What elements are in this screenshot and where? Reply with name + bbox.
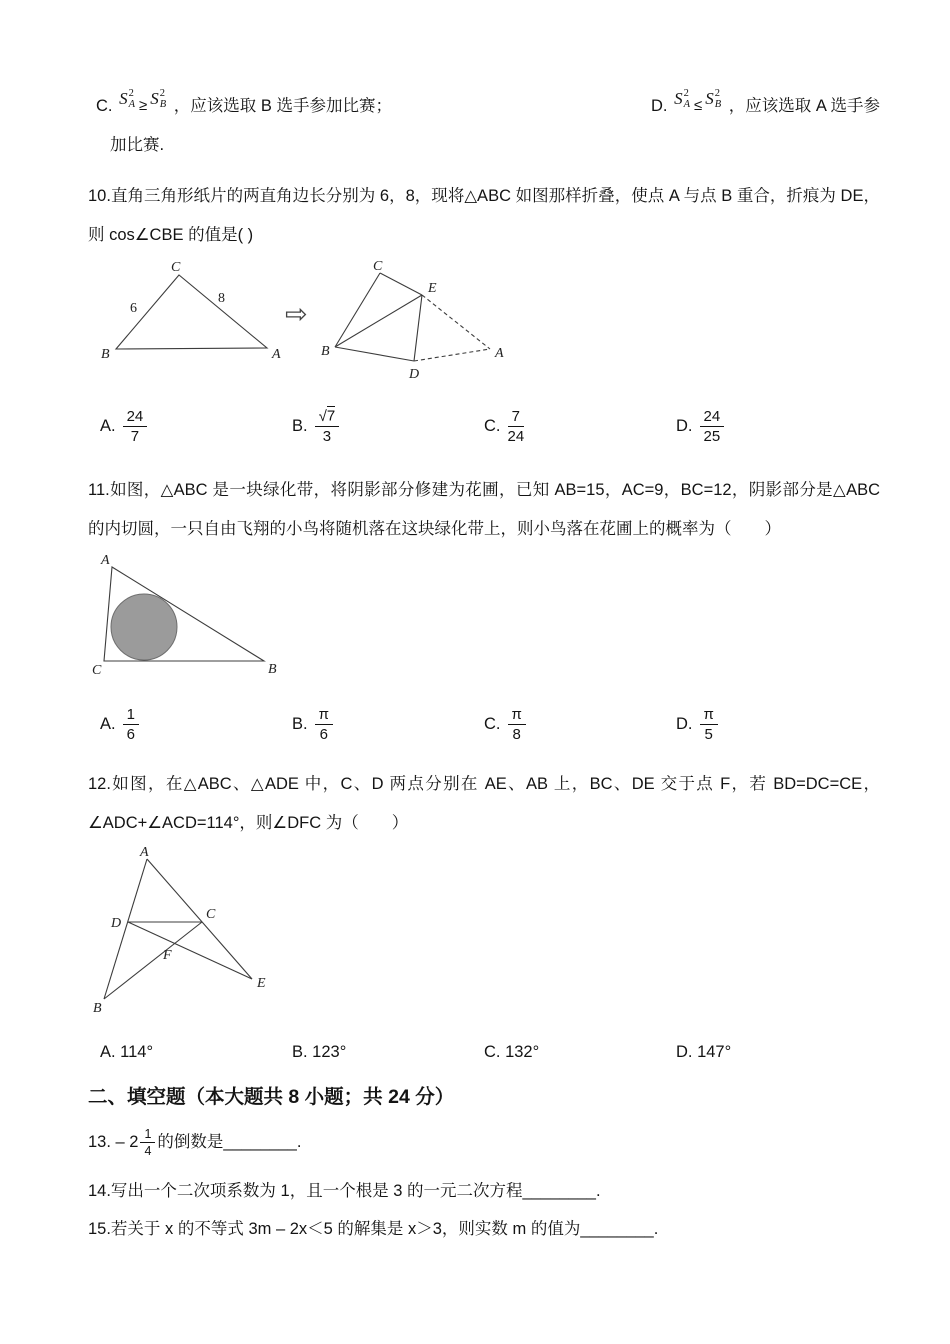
q10-figure (92, 259, 880, 392)
q12-option-d: D. 147° (676, 1042, 732, 1061)
vertex-label-E: E (257, 975, 266, 991)
variance-symbol: S (119, 89, 128, 108)
vertex-label-C: C (171, 259, 181, 275)
vertex-label-F: F (163, 947, 172, 963)
q9-option-c-label: C. (96, 97, 113, 115)
fraction: $\frac{1}{6}$ (123, 706, 139, 744)
variance-formula-d (674, 87, 722, 114)
q12-figure (92, 847, 880, 1027)
fraction: $\frac{\pi}{8}$ (508, 706, 526, 744)
le-operator: ≤ (693, 96, 703, 114)
left-triangle (116, 275, 267, 349)
q9-option-d-continuation: 加比赛. (110, 136, 165, 155)
supsub: 2 A (128, 87, 136, 110)
q12-option-a: A. 114° (100, 1042, 154, 1061)
side-length-8: 8 (218, 290, 225, 306)
intersecting-triangles-diagram (92, 847, 307, 1022)
radical-sign: √ (318, 407, 327, 425)
q13-suffix: 的倒数是________. (157, 1132, 302, 1151)
fraction: $\frac{\pi}{6}$ (315, 706, 333, 744)
q13-prefix: 13. – 2 (88, 1132, 139, 1151)
ge-operator: ≥ (139, 96, 148, 114)
q11-option-b (292, 706, 484, 744)
q10-option-a (100, 408, 292, 446)
supsub: 2 B (714, 87, 722, 110)
q11-options (100, 706, 880, 744)
edge-DE (128, 922, 252, 979)
q9-option-c-text: ，应该选取 B 选手参加比赛； (173, 97, 392, 115)
variance-symbol: S (705, 89, 714, 108)
edge-BD (335, 347, 414, 361)
fraction: $\frac{\pi}{5}$ (700, 706, 718, 744)
vertex-label-B: B (268, 661, 277, 677)
q9-option-d-text: ，应该选取 A 选手参 (728, 97, 880, 115)
vertex-label-C: C (206, 906, 216, 922)
variance-formula-c (119, 87, 167, 114)
q10-option-c (484, 408, 676, 446)
q12-options (100, 1043, 880, 1062)
q9-option-c (96, 87, 392, 117)
supsub: 2 B (159, 87, 167, 110)
q9-option-d (650, 87, 880, 117)
fraction: $\frac{24}{25}$ (700, 408, 725, 446)
incircle-triangle-diagram (92, 553, 302, 685)
vertex-label-D: D (111, 915, 122, 931)
q13-text (88, 1123, 880, 1162)
q11-figure (92, 553, 880, 690)
fraction: $\frac{7}{24}$ (507, 407, 525, 445)
dashed-EA (422, 295, 490, 349)
vertex-label-B: B (101, 346, 110, 362)
fold-triangles-diagram (92, 259, 522, 387)
q10-text: 10.直角三角形纸片的两直角边长分别为 6，8，现将△ABC 如图那样折叠，使点 A 与点 B 重合，折痕为 DE，则 cos∠CBE 的值是( ) (88, 187, 880, 244)
q11-option-d (676, 706, 868, 744)
variance-symbol: S (674, 89, 683, 108)
supsub: 2 A (683, 87, 690, 110)
section2-heading: 二、填空题（本大题共 8 小题；共 24 分） (88, 1085, 455, 1108)
vertex-label-A: A (140, 846, 149, 860)
vertex-label-B: B (93, 1000, 102, 1016)
vertex-label-D: D (409, 366, 420, 382)
variance-symbol: S (150, 89, 159, 108)
q12-option-c: C. 132° (484, 1042, 540, 1061)
q9-option-d-label: D. (650, 97, 668, 115)
option-label: C. (484, 416, 501, 435)
q11-option-c (484, 706, 676, 744)
vertex-label-C: C (373, 258, 383, 274)
vertex-label-B: B (321, 343, 330, 359)
vertex-label-A: A (272, 346, 281, 362)
edge-BE (335, 295, 422, 347)
option-label: A. (100, 714, 116, 733)
q10-options (100, 408, 880, 446)
q12-text: 12.如图，在△ABC、△ADE 中，C、D 两点分别在 AE、AB 上，BC、DE 交于点 F，若 BD=DC=CE，∠ADC+∠ACD=114°，则∠DFC 为（ ） (88, 775, 880, 832)
dashed-DA (414, 349, 490, 361)
option-label: B. (292, 714, 308, 733)
edge-BC (335, 273, 380, 347)
option-label: C. (484, 714, 501, 733)
q9-options-row (96, 87, 880, 117)
q10-option-b (292, 408, 484, 446)
option-label: D. (676, 714, 693, 733)
q14-text: 14.写出一个二次项系数为 1，且一个根是 3 的一元二次方程________. (88, 1181, 601, 1200)
q11-option-a (100, 706, 292, 744)
edge-CE (380, 273, 422, 295)
inscribed-circle (111, 594, 177, 660)
q12-option-b: B. 123° (292, 1042, 347, 1061)
edge-ED (414, 295, 422, 361)
option-label: B. (292, 416, 308, 435)
right-arrow-icon: ⇨ (285, 298, 308, 330)
side-length-6: 6 (130, 300, 137, 316)
q10-option-d (676, 408, 868, 446)
option-label: D. (676, 416, 693, 435)
vertex-label-E: E (428, 280, 437, 296)
q15-text: 15.若关于 x 的不等式 3m – 2x＜5 的解集是 x＞3，则实数 m 的值为________. (88, 1220, 659, 1239)
option-label: A. (100, 416, 116, 435)
mixed-fraction: $\frac{1}{4}$ (140, 1127, 155, 1159)
q11-text: 11.如图，△ABC 是一块绿化带，将阴影部分修建为花圃，已知 AB=15，AC=9，BC=12，阴影部分是△ABC 的内切圆，一只自由飞翔的小鸟将随机落在这块绿化带上，则小鸟落在花圃上的概率为（ ） (88, 481, 880, 538)
vertex-label-A: A (495, 345, 504, 361)
fraction: $\frac{24}{7}$ (123, 408, 148, 446)
fraction-sqrt: $\frac{√7}{3}$ (315, 408, 340, 446)
vertex-label-C: C (92, 662, 102, 678)
vertex-label-A: A (101, 552, 110, 568)
